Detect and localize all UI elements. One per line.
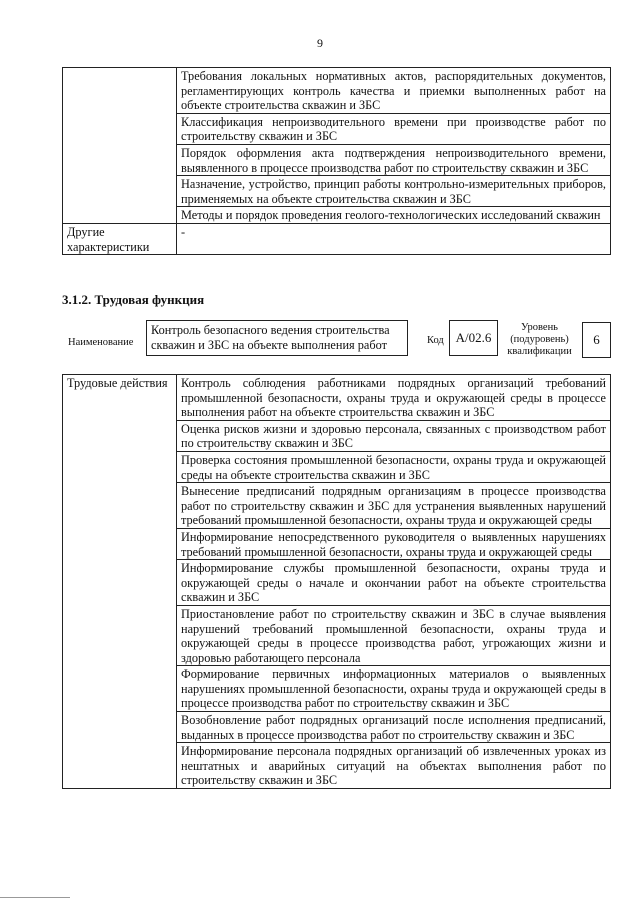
table-cell: Методы и порядок проведения геолого-технологических исследований скважин	[177, 207, 611, 224]
other-characteristics-value: -	[177, 223, 611, 254]
other-characteristics-label: Другие характеристики	[63, 223, 177, 254]
level-value: 6	[593, 332, 600, 347]
knowledge-table-continued	[62, 67, 611, 255]
table-row	[63, 223, 611, 254]
level-box	[582, 322, 611, 358]
table-cell: Требования локальных нормативных актов, распорядительных документов, регламентирующих контроль качества и приемки выполненных работ на объекте строительства скважин и ЗБС	[177, 68, 611, 114]
labor-action-item: Оценка рисков жизни и здоровью персонала, связанных с производством работ по строительству скважин и ЗБС	[177, 420, 611, 451]
labor-action-item: Вынесение предписаний подрядным организациям в процессе производства работ по строительству скважин и ЗБС для устранения выявленных нарушений требований промышленной безопасности, охраны труда и окружающей среды	[177, 483, 611, 529]
table-row	[63, 375, 611, 421]
footer-divider	[0, 897, 70, 898]
table-cell: Порядок оформления акта подтверждения непроизводительного времени, выявленного в процессе производства работ по строительству скважин и ЗБС	[177, 144, 611, 175]
labor-action-item: Информирование службы промышленной безопасности, охраны труда и окружающей среды о начале и окончании работ на объекте строительства скважин и ЗБС	[177, 560, 611, 606]
table-row	[63, 68, 611, 114]
table-cell: Классификация непроизводительного времени при производстве работ по строительству скважин и ЗБС	[177, 113, 611, 144]
page-number: 9	[317, 36, 323, 50]
function-name-value: Контроль безопасного ведения строительства скважин и ЗБС на объекте выполнения работ	[151, 323, 390, 352]
labor-action-item: Контроль соблюдения работниками подрядных организаций требований промышленной безопасности, охраны труда и окружающей среды в процессе выполнения работ на объекте строительства скважин и ЗБС	[177, 375, 611, 421]
qualification-level-label: Уровень (подуровень) квалификации	[507, 322, 572, 357]
table-cell: Назначение, устройство, принцип работы контрольно-измерительных приборов, применяемых на объекте строительства скважин и ЗБС	[177, 176, 611, 207]
code-value: A/02.6	[455, 330, 492, 345]
code-label: Код	[427, 335, 444, 346]
name-label: Наименование	[68, 337, 134, 348]
labor-action-item: Приостановление работ по строительству скважин и ЗБС в случае выявления нарушений требований промышленной безопасности, охраны труда и окружающей среды в процессе производства работ, угрожающих жизни и здоровью работающего персонала	[177, 605, 611, 665]
labor-action-item: Возобновление работ подрядных организаций после исполнения предписаний, выданных в процессе производства работ по строительству скважин и ЗБС	[177, 712, 611, 743]
labor-action-item: Информирование персонала подрядных организаций об извлеченных уроках из нештатных и аварийных ситуаций на объектах выполнения работ по строительству скважин и ЗБС	[177, 743, 611, 789]
table-cell-empty	[63, 68, 177, 224]
labor-action-item: Формирование первичных информационных материалов о выявленных нарушениях промышленной безопасности, охраны труда и окружающей среды в процессе производства работ по строительству скважин и ЗБС	[177, 666, 611, 712]
function-name-box	[146, 320, 408, 356]
labor-actions-table	[62, 374, 611, 789]
labor-action-item: Информирование непосредственного руководителя о выявленных нарушениях требований промышленной безопасности, охраны труда и окружающей среды	[177, 528, 611, 559]
labor-action-item: Проверка состояния промышленной безопасности, охраны труда и окружающей среды на объекте строительства скважин и ЗБС	[177, 451, 611, 482]
labor-actions-label: Трудовые действия	[63, 375, 177, 789]
code-box	[449, 320, 498, 356]
section-title: 3.1.2. Трудовая функция	[62, 292, 205, 307]
